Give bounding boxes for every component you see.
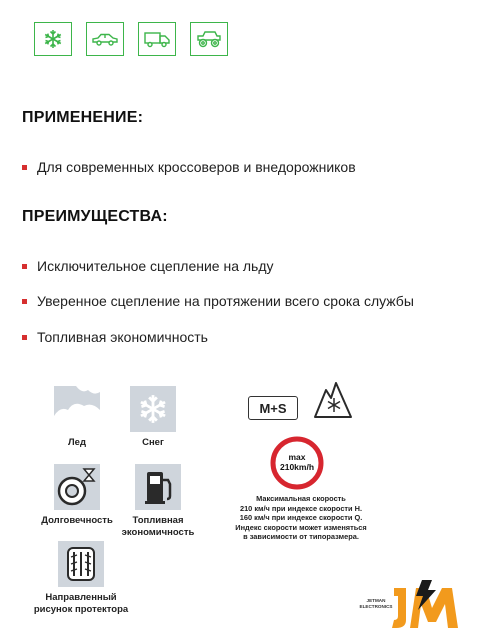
feature-tread	[26, 541, 136, 616]
feature-label-fuel-2: экономичность	[121, 527, 195, 538]
jetman-logo	[388, 576, 478, 632]
speed-sign-max: max	[288, 452, 306, 462]
bullet-marker	[22, 165, 27, 170]
feature-label-ice: Лед	[68, 437, 86, 448]
speed-line: 160 км/ч при индексе скорости Q.	[239, 513, 363, 522]
list-item-text: Исключительное сцепление на льду	[37, 258, 274, 274]
brand-line-2: ELECTRONICS	[359, 604, 393, 609]
list-item	[22, 258, 274, 274]
list-item-text: Для современных кроссоверов и внедорожников	[37, 159, 356, 175]
feature-label-tread-2: рисунок протектора	[33, 604, 129, 615]
suv-icon	[190, 22, 228, 56]
feature-durability	[34, 464, 120, 527]
snowflake-icon	[34, 22, 72, 56]
feature-label-snow: Снег	[142, 437, 164, 448]
list-item	[22, 159, 356, 175]
tread-pattern-icon	[58, 541, 104, 587]
three-peak-mountain-snowflake-icon	[312, 378, 354, 420]
speed-line: Максимальная скорость	[256, 494, 346, 503]
speed-line: в зависимости от типоразмера.	[243, 532, 359, 541]
speed-info	[222, 494, 380, 542]
car-icon	[86, 22, 124, 56]
snowflake-icon	[130, 386, 176, 432]
speed-line: Индекс скорости может изменяться	[235, 522, 367, 532]
brand-line-1: JETMAN	[366, 598, 386, 603]
feature-label-tread-1: Направленный	[45, 592, 117, 603]
brand-text	[356, 598, 396, 610]
advantages-heading: ПРЕИМУЩЕСТВА:	[22, 208, 168, 225]
application-heading: ПРИМЕНЕНИЕ:	[22, 109, 144, 126]
bullet-marker	[22, 335, 27, 340]
tire-hourglass-icon	[54, 464, 100, 510]
feature-label-fuel-1: Топливная	[132, 515, 184, 526]
list-item-text: Топливная экономичность	[37, 329, 208, 345]
ice-icon	[54, 386, 100, 432]
speed-sign-value: 210km/h	[279, 462, 315, 472]
list-item-text: Уверенное сцепление на протяжении всего срока службы	[37, 293, 414, 309]
list-item	[22, 329, 208, 345]
speed-sign-text	[270, 452, 324, 472]
truck-icon	[138, 22, 176, 56]
vehicle-type-icons	[34, 22, 228, 56]
feature-label-durability: Долговечность	[41, 515, 113, 526]
feature-ice	[42, 386, 112, 449]
bullet-marker	[22, 299, 27, 304]
mud-snow-badge: M+S	[248, 396, 298, 420]
list-item	[22, 293, 414, 309]
speed-line: 210 км/ч при индексе скорости H.	[239, 503, 363, 513]
feature-fuel	[116, 464, 200, 539]
fuel-pump-icon	[135, 464, 181, 510]
bullet-marker	[22, 264, 27, 269]
feature-snow	[118, 386, 188, 449]
